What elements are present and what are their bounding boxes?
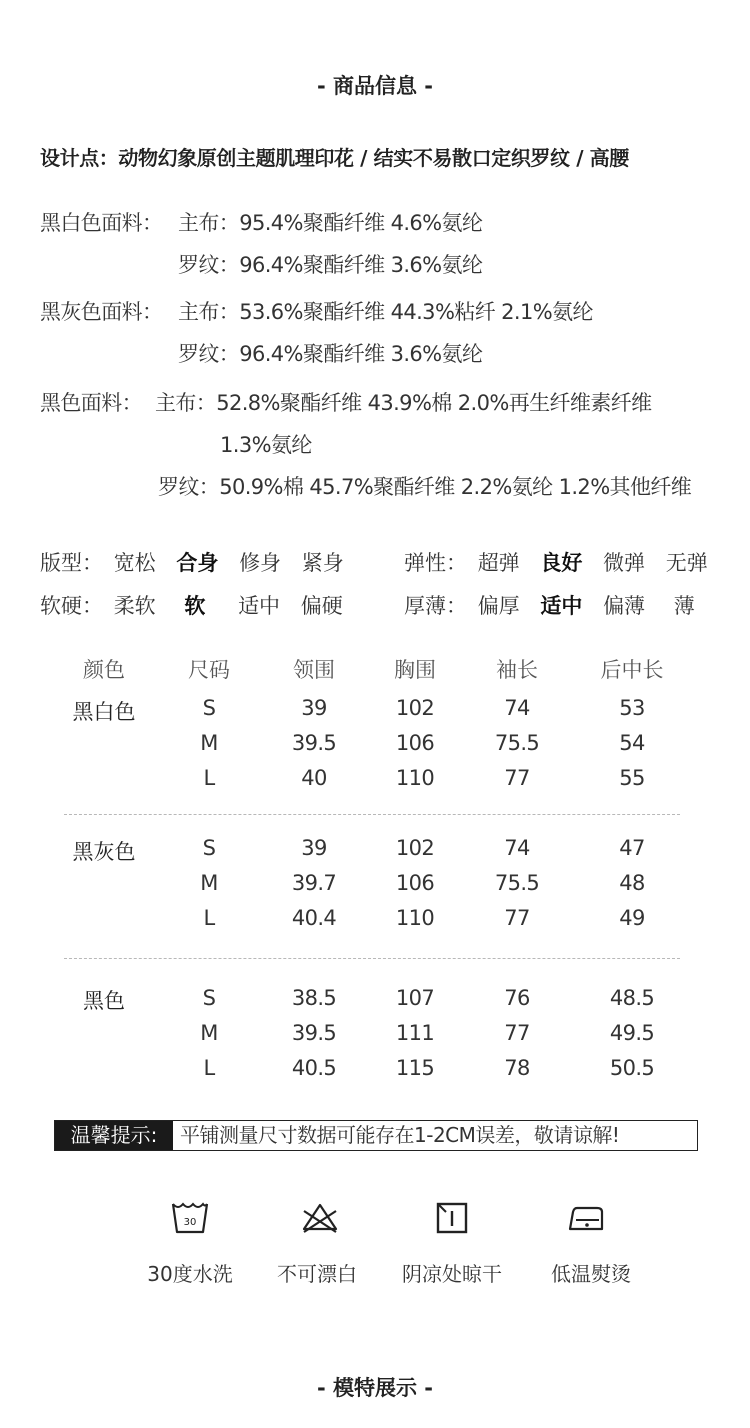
table-header-sleeve: 袖长 (496, 658, 538, 682)
care-label-dry: 阴凉处晾干 (402, 1262, 502, 1286)
table-cell: 107 (395, 986, 435, 1010)
table-cell: 53 (619, 696, 645, 720)
table-cell: 106 (395, 871, 435, 895)
table-cell: L (203, 1056, 215, 1080)
care-label-wash: 30度水洗 (147, 1262, 233, 1286)
table-cell: 39 (301, 836, 327, 860)
table-cell: M (200, 731, 218, 755)
table-cell: 40 (301, 766, 327, 790)
attr-thickness-label: 厚薄： (404, 594, 467, 618)
table-color-cell: 黑色 (83, 989, 125, 1013)
table-cell: 77 (504, 1021, 530, 1045)
table-cell: S (202, 696, 216, 720)
attr-elasticity-option: 超弹 (477, 551, 520, 575)
table-cell: 49.5 (609, 1021, 655, 1045)
table-cell: 102 (395, 836, 435, 860)
fabric-b-label: 黑色面料： (40, 391, 142, 415)
design-point: 设计点：动物幻象原创主题肌理印花 / 结实不易散口定织罗纹 / 高腰 (40, 146, 629, 170)
fabric-bw-rib: 罗纹：96.4%聚酯纤维 3.6%氨纶 (178, 253, 483, 277)
fabric-b-main-cont: 1.3%氨纶 (220, 433, 312, 457)
attr-softness-option-selected: 软 (184, 594, 206, 618)
table-cell: 77 (504, 906, 530, 930)
table-header-collar: 领围 (293, 658, 335, 682)
table-cell: 49 (619, 906, 645, 930)
table-header-size: 尺码 (188, 658, 230, 682)
attr-thickness (404, 590, 695, 620)
table-color-cell: 黑灰色 (72, 840, 136, 864)
table-cell: 50.5 (609, 1056, 655, 1080)
fabric-bw-label: 黑白色面料： (40, 211, 163, 235)
attr-elasticity-option: 无弹 (665, 551, 708, 575)
care-label-bleach: 不可漂白 (277, 1262, 357, 1286)
table-cell: 76 (504, 986, 530, 1010)
table-cell: 48 (619, 871, 645, 895)
attr-thickness-option: 偏厚 (477, 594, 520, 618)
attr-elasticity-label: 弹性： (404, 551, 467, 575)
table-cell: S (202, 986, 216, 1010)
attr-thickness-option: 薄 (673, 594, 695, 618)
table-cell: 39.7 (291, 871, 337, 895)
table-cell: 75.5 (494, 731, 540, 755)
table-color-cell: 黑白色 (72, 700, 136, 724)
table-cell: 75.5 (494, 871, 540, 895)
table-cell: 106 (395, 731, 435, 755)
wash-temp-text: 30 (183, 1217, 197, 1228)
fabric-b-main: 主布：52.8%聚酯纤维 43.9%棉 2.0%再生纤维素纤维 (155, 391, 652, 415)
attr-elasticity-option: 微弹 (603, 551, 646, 575)
attr-softness-option: 柔软 (113, 594, 156, 618)
table-cell: L (203, 906, 215, 930)
section-title: - 商品信息 - (316, 74, 434, 98)
table-cell: 40.5 (291, 1056, 337, 1080)
table-cell: 77 (504, 766, 530, 790)
fabric-bg-main: 主布：53.6%聚酯纤维 44.3%粘纤 2.1%氨纶 (178, 300, 593, 324)
attr-softness (40, 590, 357, 620)
fabric-bw-main: 主布：95.4%聚酯纤维 4.6%氨纶 (178, 211, 483, 235)
table-cell: 47 (619, 836, 645, 860)
fabric-bg-rib: 罗纹：96.4%聚酯纤维 3.6%氨纶 (178, 342, 483, 366)
fabric-bg-label: 黑灰色面料： (40, 300, 163, 324)
fabric-b-rib: 罗纹：50.9%棉 45.7%聚酯纤维 2.2%氨纶 1.2%其他纤维 (158, 475, 692, 499)
attr-fit-option-selected: 合身 (176, 551, 219, 575)
table-cell: M (200, 1021, 218, 1045)
table-cell: 102 (395, 696, 435, 720)
table-divider (64, 958, 680, 959)
table-cell: 110 (395, 766, 435, 790)
attr-elasticity-option-selected: 良好 (540, 551, 583, 575)
table-cell: 55 (619, 766, 645, 790)
attr-softness-option: 偏硬 (300, 594, 343, 618)
table-cell: 111 (395, 1021, 435, 1045)
table-cell: 74 (504, 836, 530, 860)
table-cell: L (203, 766, 215, 790)
table-cell: 74 (504, 696, 530, 720)
table-cell: 115 (395, 1056, 435, 1080)
model-section-title: - 模特展示 - (316, 1376, 434, 1400)
table-header-length: 后中长 (600, 658, 664, 682)
table-header-color: 颜色 (83, 658, 125, 682)
table-cell: 39 (301, 696, 327, 720)
no-bleach-icon (300, 1198, 340, 1238)
table-cell: 38.5 (291, 986, 337, 1010)
table-cell: S (202, 836, 216, 860)
attr-fit (40, 547, 358, 577)
low-iron-icon (566, 1198, 606, 1238)
table-cell: 40.4 (291, 906, 337, 930)
table-cell: 110 (395, 906, 435, 930)
attr-thickness-option: 偏薄 (603, 594, 646, 618)
table-header-chest: 胸围 (394, 658, 436, 682)
table-cell: M (200, 871, 218, 895)
table-cell: 54 (619, 731, 645, 755)
attr-elasticity (404, 547, 708, 577)
shade-dry-icon (432, 1198, 472, 1238)
tip-text: 平铺测量尺寸数据可能存在1-2CM误差，敬请谅解! (180, 1123, 620, 1147)
attr-softness-option: 适中 (238, 594, 281, 618)
tip-label: 温馨提示: (55, 1121, 173, 1150)
tip-banner (54, 1120, 698, 1151)
table-divider (64, 814, 680, 815)
table-cell: 39.5 (291, 1021, 337, 1045)
table-cell: 78 (504, 1056, 530, 1080)
table-cell: 39.5 (291, 731, 337, 755)
attr-fit-label: 版型： (40, 551, 103, 575)
attr-fit-option: 修身 (239, 551, 282, 575)
attr-thickness-option-selected: 适中 (540, 594, 583, 618)
attr-softness-label: 软硬： (40, 594, 103, 618)
attr-fit-option: 紧身 (301, 551, 344, 575)
wash-30-icon (170, 1198, 210, 1238)
care-label-iron: 低温熨烫 (551, 1262, 631, 1286)
attr-fit-option: 宽松 (113, 551, 156, 575)
table-cell: 48.5 (609, 986, 655, 1010)
